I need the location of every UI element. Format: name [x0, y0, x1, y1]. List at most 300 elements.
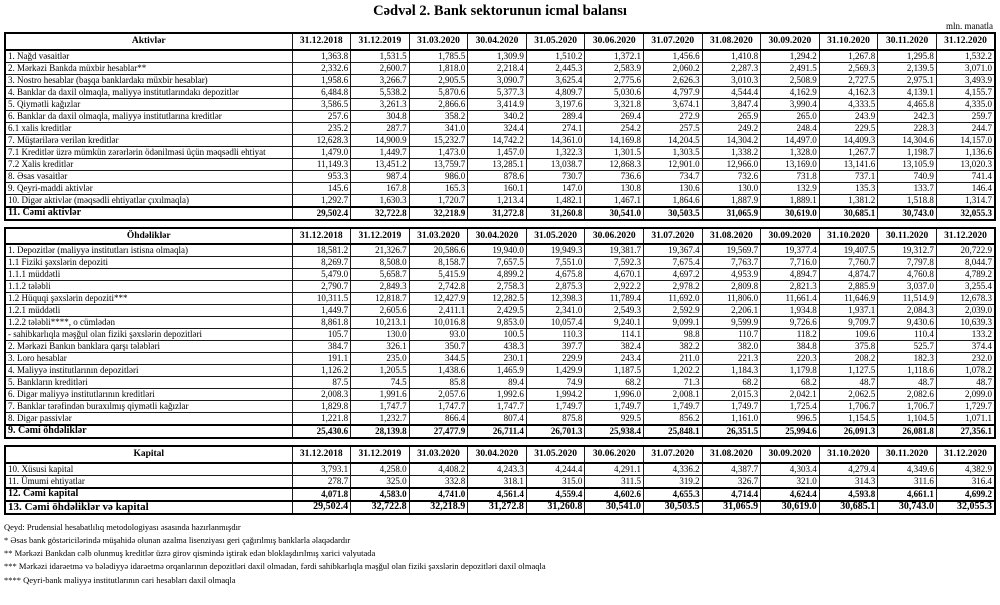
value-cell: 30,541.0 [585, 207, 644, 220]
column-header: 30.11.2020 [878, 33, 937, 50]
value-cell: 1,889.1 [761, 194, 820, 207]
value-cell: 109.6 [819, 329, 878, 341]
column-header: 30.09.2020 [761, 446, 820, 463]
value-cell: 2,099.0 [936, 389, 995, 401]
column-header: 31.12.2018 [292, 228, 351, 245]
value-cell: 734.7 [643, 170, 702, 182]
value-cell: 13,105.9 [878, 158, 937, 170]
value-cell: 8,158.7 [409, 257, 468, 269]
value-cell: 1,118.6 [878, 365, 937, 377]
column-header: 30.11.2020 [878, 446, 937, 463]
value-cell: 4,624.4 [761, 488, 820, 501]
table-row [5, 425, 995, 438]
value-cell: 2,600.7 [351, 62, 410, 74]
value-cell: 3,493.9 [936, 74, 995, 86]
value-cell: 1,958.6 [292, 74, 351, 86]
value-cell: 1,747.7 [409, 401, 468, 413]
value-cell: 13,285.1 [468, 158, 527, 170]
value-cell: 332.8 [409, 475, 468, 488]
value-cell: 1,887.9 [702, 194, 761, 207]
column-header: 31.12.2020 [936, 228, 995, 245]
value-cell: 325.0 [351, 475, 410, 488]
value-cell: 2,885.9 [819, 281, 878, 293]
value-cell: 14,304.2 [702, 134, 761, 146]
row-label: 1.1.1 müddətli [5, 269, 292, 281]
value-cell: 1,747.7 [468, 401, 527, 413]
value-cell: 18,581.2 [292, 244, 351, 257]
column-header: 30.11.2020 [878, 228, 937, 245]
table-row [5, 146, 995, 158]
value-cell: 4,874.7 [819, 269, 878, 281]
value-cell: 875.8 [526, 413, 585, 426]
value-cell: 130.6 [643, 182, 702, 194]
value-cell: 25,994.6 [761, 425, 820, 438]
page-title: Cədvəl 2. Bank sektorunun icmal balansı [373, 3, 627, 19]
value-cell: 98.8 [643, 329, 702, 341]
value-cell: 4,899.2 [468, 269, 527, 281]
value-cell: 68.2 [761, 377, 820, 389]
value-cell: 8,861.8 [292, 317, 351, 329]
value-cell: 10,057.4 [526, 317, 585, 329]
value-cell: 318.1 [468, 475, 527, 488]
column-header: 31.03.2020 [409, 228, 468, 245]
value-cell: 1,456.6 [643, 50, 702, 63]
section-table-kapital [4, 445, 996, 515]
value-cell: 12,868.3 [585, 158, 644, 170]
value-cell: 19,949.3 [526, 244, 585, 257]
value-cell: 1,213.4 [468, 194, 527, 207]
row-label: 1.2.2 tələbli****, o cümlədən [5, 317, 292, 329]
row-label: 9. Qeyri-maddi aktivlər [5, 182, 292, 194]
row-label: 1.2.1 müddətli [5, 305, 292, 317]
value-cell: 4,583.0 [351, 488, 410, 501]
value-cell: 32,722.8 [351, 501, 410, 514]
value-cell: 232.0 [936, 353, 995, 365]
value-cell: 4,699.2 [936, 488, 995, 501]
value-cell: 26,081.8 [878, 425, 937, 438]
value-cell: 2,978.2 [643, 281, 702, 293]
value-cell: 740.9 [878, 170, 937, 182]
value-cell: 324.4 [468, 122, 527, 134]
value-cell: 1,465.9 [468, 365, 527, 377]
table-row [5, 50, 995, 63]
value-cell: 1,749.7 [702, 401, 761, 413]
value-cell: 12,678.3 [936, 293, 995, 305]
value-cell: 25,938.4 [585, 425, 644, 438]
column-header: 30.09.2020 [761, 33, 820, 50]
value-cell: 1,328.0 [761, 146, 820, 158]
column-header: 31.07.2020 [643, 446, 702, 463]
value-cell: 93.0 [409, 329, 468, 341]
value-cell: 1,992.6 [468, 389, 527, 401]
value-cell: 1,184.3 [702, 365, 761, 377]
value-cell: 315.0 [526, 475, 585, 488]
value-cell: 1,154.5 [819, 413, 878, 426]
value-cell: 10,639.3 [936, 317, 995, 329]
column-header: 31.03.2020 [409, 446, 468, 463]
value-cell: 110.3 [526, 329, 585, 341]
row-label: 13. Cəmi öhdəliklər və kapital [5, 501, 292, 514]
row-label: 3. Nostro hesablar (başqa banklardakı müxbir hesablar) [5, 74, 292, 86]
value-cell: 211.0 [643, 353, 702, 365]
value-cell: 2,218.4 [468, 62, 527, 74]
value-cell: 278.7 [292, 475, 351, 488]
column-header: 31.08.2020 [702, 228, 761, 245]
value-cell: 4,258.0 [351, 463, 410, 476]
value-cell: 14,900.9 [351, 134, 410, 146]
value-cell: 3,990.4 [761, 98, 820, 110]
value-cell: 30,503.5 [643, 207, 702, 220]
value-cell: 3,586.5 [292, 98, 351, 110]
footnote: ** Mərkəzi Bankdan cəlb olunmuş kreditlər üzrə girov qismində iştirak edən bloklaşdırılmış xarici valyutada [4, 548, 376, 559]
column-header: 30.04.2020 [468, 33, 527, 50]
value-cell: 11,789.4 [585, 293, 644, 305]
value-cell: 1,104.5 [878, 413, 937, 426]
value-cell: 32,218.9 [409, 207, 468, 220]
row-label: 6.1 xalis kreditlər [5, 122, 292, 134]
value-cell: 1,127.5 [819, 365, 878, 377]
value-cell: 1,994.2 [526, 389, 585, 401]
column-header: 31.12.2018 [292, 446, 351, 463]
value-cell: 326.7 [702, 475, 761, 488]
column-header: 31.05.2020 [526, 228, 585, 245]
value-cell: 147.0 [526, 182, 585, 194]
value-cell: 1,187.5 [585, 365, 644, 377]
table-row [5, 293, 995, 305]
column-header: 31.03.2020 [409, 33, 468, 50]
row-label: 6. Digər maliyyə institutlarının kreditləri [5, 389, 292, 401]
value-cell: 1,202.2 [643, 365, 702, 377]
table-row [5, 269, 995, 281]
value-cell: 1,303.5 [643, 146, 702, 158]
column-header: 31.12.2020 [936, 446, 995, 463]
value-cell: 929.5 [585, 413, 644, 426]
value-cell: 4,291.1 [585, 463, 644, 476]
value-cell: 1,518.8 [878, 194, 937, 207]
value-cell: 287.7 [351, 122, 410, 134]
value-cell: 2,758.3 [468, 281, 527, 293]
row-label: 5. Qiymətli kağızlar [5, 98, 292, 110]
value-cell: 311.6 [878, 475, 937, 488]
table-row [5, 170, 995, 182]
row-label: 2. Mərkəzi Bankda müxbir hesablar** [5, 62, 292, 74]
row-label: 7. Banklar tərəfindən buraxılmış qiymətli kağızlar [5, 401, 292, 413]
row-label: 1.1 Fiziki şəxslərin depoziti [5, 257, 292, 269]
value-cell: 2,626.3 [643, 74, 702, 86]
column-header: 30.06.2020 [585, 446, 644, 463]
column-header: 30.06.2020 [585, 33, 644, 50]
value-cell: 7,716.0 [761, 257, 820, 269]
value-cell: 3,625.4 [526, 74, 585, 86]
value-cell: 1,292.7 [292, 194, 351, 207]
value-cell: 9,853.0 [468, 317, 527, 329]
value-cell: 243.4 [585, 353, 644, 365]
value-cell: 1,179.8 [761, 365, 820, 377]
value-cell: 5,030.6 [585, 86, 644, 98]
value-cell: 14,204.5 [643, 134, 702, 146]
value-cell: 525.7 [878, 341, 937, 353]
value-cell: 2,849.3 [351, 281, 410, 293]
value-cell: 249.2 [702, 122, 761, 134]
value-cell: 254.2 [585, 122, 644, 134]
value-cell: 2,742.8 [409, 281, 468, 293]
value-cell: 4,303.4 [761, 463, 820, 476]
value-cell: 319.2 [643, 475, 702, 488]
value-cell: 5,479.0 [292, 269, 351, 281]
value-cell: 1,267.7 [819, 146, 878, 158]
value-cell: 89.4 [468, 377, 527, 389]
value-cell: 130.0 [351, 329, 410, 341]
value-cell: 1,749.7 [585, 401, 644, 413]
value-cell: 7,657.5 [468, 257, 527, 269]
value-cell: 1,747.7 [351, 401, 410, 413]
value-cell: 2,975.1 [878, 74, 937, 86]
value-cell: 29,502.4 [292, 207, 351, 220]
value-cell: 316.4 [936, 475, 995, 488]
value-cell: 21,326.7 [351, 244, 410, 257]
value-cell: 32,055.3 [936, 501, 995, 514]
table-row [5, 353, 995, 365]
value-cell: 13,451.2 [351, 158, 410, 170]
value-cell: 6,484.8 [292, 86, 351, 98]
value-cell: 1,818.0 [409, 62, 468, 74]
value-cell: 48.7 [878, 377, 937, 389]
section-header: Kapital [5, 446, 292, 463]
value-cell: 130.0 [702, 182, 761, 194]
value-cell: 8,508.0 [351, 257, 410, 269]
value-cell: 4,465.8 [878, 98, 937, 110]
value-cell: 2,039.0 [936, 305, 995, 317]
section-header: Aktivlər [5, 33, 292, 50]
table-row [5, 194, 995, 207]
value-cell: 5,415.9 [409, 269, 468, 281]
value-cell: 3,674.1 [643, 98, 702, 110]
value-cell: 74.9 [526, 377, 585, 389]
value-cell: 2,341.0 [526, 305, 585, 317]
value-cell: 4,809.7 [526, 86, 585, 98]
value-cell: 730.7 [526, 170, 585, 182]
value-cell: 19,569.7 [702, 244, 761, 257]
value-cell: 321.0 [761, 475, 820, 488]
value-cell: 13,759.7 [409, 158, 468, 170]
value-cell: 2,445.3 [526, 62, 585, 74]
value-cell: 2,082.6 [878, 389, 937, 401]
value-cell: 32,722.8 [351, 207, 410, 220]
value-cell: 28,139.8 [351, 425, 410, 438]
value-cell: 31,272.8 [468, 207, 527, 220]
value-cell: 29,502.4 [292, 501, 351, 514]
value-cell: 1,267.8 [819, 50, 878, 63]
column-header: 30.04.2020 [468, 446, 527, 463]
value-cell: 11,149.3 [292, 158, 351, 170]
value-cell: 1,725.4 [761, 401, 820, 413]
value-cell: 10,311.5 [292, 293, 351, 305]
value-cell: 4,670.1 [585, 269, 644, 281]
value-cell: 5,538.2 [351, 86, 410, 98]
value-cell: 110.7 [702, 329, 761, 341]
value-cell: 5,658.7 [351, 269, 410, 281]
value-cell: 382.4 [585, 341, 644, 353]
value-cell: 5,377.3 [468, 86, 527, 98]
table-row [5, 134, 995, 146]
value-cell: 736.6 [585, 170, 644, 182]
value-cell: 4,741.0 [409, 488, 468, 501]
table-row [5, 501, 995, 514]
column-header: 31.10.2020 [819, 228, 878, 245]
value-cell: 235.2 [292, 122, 351, 134]
value-cell: 26,701.3 [526, 425, 585, 438]
value-cell: 741.4 [936, 170, 995, 182]
value-cell: 3,255.4 [936, 281, 995, 293]
value-cell: 2,821.3 [761, 281, 820, 293]
value-cell: 1,198.7 [878, 146, 937, 158]
value-cell: 1,473.0 [409, 146, 468, 158]
value-cell: 4,349.6 [878, 463, 937, 476]
value-cell: 9,430.6 [878, 317, 937, 329]
value-cell: 132.9 [761, 182, 820, 194]
value-cell: 2,332.6 [292, 62, 351, 74]
value-cell: 14,409.3 [819, 134, 878, 146]
value-cell: 12,818.7 [351, 293, 410, 305]
row-label: 8. Əsas vəsaitlər [5, 170, 292, 182]
value-cell: 2,866.6 [409, 98, 468, 110]
value-cell: 4,561.4 [468, 488, 527, 501]
value-cell: 1,457.0 [468, 146, 527, 158]
footnote: Qeyd: Prudensial hesabatlılıq metodologiyası əsasında hazırlanmışdır [4, 521, 241, 532]
value-cell: 4,162.9 [761, 86, 820, 98]
value-cell: 31,065.9 [702, 501, 761, 514]
value-cell: 167.8 [351, 182, 410, 194]
table-row [5, 244, 995, 257]
value-cell: 10,213.1 [351, 317, 410, 329]
value-cell: 2,411.1 [409, 305, 468, 317]
value-cell: 87.5 [292, 377, 351, 389]
value-cell: 1,381.2 [819, 194, 878, 207]
column-header: 31.12.2019 [351, 33, 410, 50]
value-cell: 856.2 [643, 413, 702, 426]
value-cell: 1,232.7 [351, 413, 410, 426]
value-cell: 1,410.8 [702, 50, 761, 63]
value-cell: 341.0 [409, 122, 468, 134]
value-cell: 133.2 [936, 329, 995, 341]
value-cell: 1,294.2 [761, 50, 820, 63]
value-cell: 2,905.5 [409, 74, 468, 86]
header-row [5, 228, 995, 245]
value-cell: 1,720.7 [409, 194, 468, 207]
value-cell: 272.9 [643, 110, 702, 122]
value-cell: 9,709.7 [819, 317, 878, 329]
row-label: 7.2 Xalis kreditlər [5, 158, 292, 170]
value-cell: 14,169.8 [585, 134, 644, 146]
table-row [5, 463, 995, 476]
table-row [5, 281, 995, 293]
value-cell: 1,372.1 [585, 50, 644, 63]
value-cell: 8,044.7 [936, 257, 995, 269]
table-row [5, 122, 995, 134]
column-header: 31.10.2020 [819, 33, 878, 50]
value-cell: 3,847.4 [702, 98, 761, 110]
value-cell: 953.3 [292, 170, 351, 182]
value-cell: 2,206.1 [702, 305, 761, 317]
value-cell: 25,848.1 [643, 425, 702, 438]
value-cell: 13,038.7 [526, 158, 585, 170]
value-cell: 25,430.6 [292, 425, 351, 438]
table-row [5, 341, 995, 353]
row-label: 3. Loro hesablar [5, 353, 292, 365]
value-cell: 2,060.2 [643, 62, 702, 74]
value-cell: 31,260.8 [526, 501, 585, 514]
value-cell: 220.3 [761, 353, 820, 365]
value-cell: 4,243.3 [468, 463, 527, 476]
value-cell: 2,875.3 [526, 281, 585, 293]
value-cell: 19,940.0 [468, 244, 527, 257]
section-table-ohdelikler [4, 227, 996, 440]
value-cell: 2,775.6 [585, 74, 644, 86]
value-cell: 304.8 [351, 110, 410, 122]
value-cell: 1,996.0 [585, 389, 644, 401]
value-cell: 1,309.9 [468, 50, 527, 63]
value-cell: 105.7 [292, 329, 351, 341]
value-cell: 2,015.3 [702, 389, 761, 401]
column-header: 31.12.2020 [936, 33, 995, 50]
value-cell: 12,427.9 [409, 293, 468, 305]
row-label: 7.1 Kreditlər üzrə mümkün zərərlərin ödənilməsi üçün məqsədli ehtiyat [5, 146, 292, 158]
value-cell: 27,477.9 [409, 425, 468, 438]
column-header: 30.04.2020 [468, 228, 527, 245]
value-cell: 1,449.7 [292, 305, 351, 317]
row-label: 2. Mərkəzi Bankın banklara qarşı tələbləri [5, 341, 292, 353]
value-cell: 1,363.8 [292, 50, 351, 63]
value-cell: 4,655.3 [643, 488, 702, 501]
value-cell: 1,161.0 [702, 413, 761, 426]
value-cell: 228.3 [878, 122, 937, 134]
table-row [5, 317, 995, 329]
value-cell: 15,232.7 [409, 134, 468, 146]
value-cell: 19,381.7 [585, 244, 644, 257]
value-cell: 265.0 [761, 110, 820, 122]
value-cell: 4,071.8 [292, 488, 351, 501]
table-row [5, 207, 995, 220]
value-cell: 3,793.1 [292, 463, 351, 476]
value-cell: 1,205.5 [351, 365, 410, 377]
row-label: 1. Nağd vəsaitlər [5, 50, 292, 63]
value-cell: 7,760.7 [819, 257, 878, 269]
value-cell: 1,071.1 [936, 413, 995, 426]
value-cell: 878.6 [468, 170, 527, 182]
value-cell: 4,139.1 [878, 86, 937, 98]
value-cell: 344.5 [409, 353, 468, 365]
value-cell: 1,295.8 [878, 50, 937, 63]
value-cell: 20,586.6 [409, 244, 468, 257]
value-cell: 1,314.7 [936, 194, 995, 207]
value-cell: 4,894.7 [761, 269, 820, 281]
value-cell: 340.2 [468, 110, 527, 122]
table-row [5, 305, 995, 317]
value-cell: 3,266.7 [351, 74, 410, 86]
value-cell: 4,387.7 [702, 463, 761, 476]
value-cell: 30,619.0 [761, 207, 820, 220]
value-cell: 382.2 [643, 341, 702, 353]
value-cell: 32,218.9 [409, 501, 468, 514]
row-label: 1.2 Hüquqi şəxslərin depoziti*** [5, 293, 292, 305]
value-cell: 4,333.5 [819, 98, 878, 110]
value-cell: 7,763.7 [702, 257, 761, 269]
value-cell: 230.1 [468, 353, 527, 365]
value-cell: 996.5 [761, 413, 820, 426]
value-cell: 130.8 [585, 182, 644, 194]
value-cell: 1,934.8 [761, 305, 820, 317]
value-cell: 30,685.1 [819, 501, 878, 514]
